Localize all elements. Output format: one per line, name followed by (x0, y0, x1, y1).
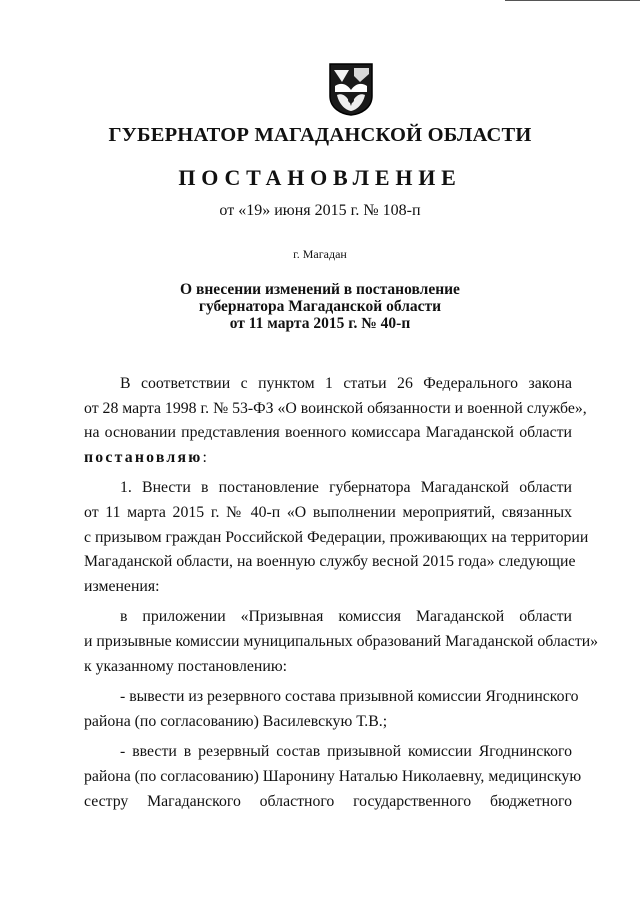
document-body (84, 372, 599, 820)
text-line: района (по согласованию) Василевскую Т.В.; (84, 712, 388, 730)
document-subject (0, 281, 640, 332)
text-line: района (по согласованию) Шаронину Наталью Николаевну, медицинскую (84, 767, 582, 785)
text-line: и призывные комиссии муниципальных образований Магаданской области» (84, 632, 599, 650)
subject-line-2: губернатора Магаданской области (198, 298, 442, 315)
text-line: с призывом граждан Российской Федерации, проживающих на территории (84, 528, 589, 546)
paragraph-preamble (84, 372, 587, 470)
text-line: сестру Магаданского областного государственного бюджетного (84, 792, 572, 810)
document-date-number: от «19» июня 2015 г. № 108-п (219, 202, 421, 219)
decree-word: постановляю (84, 448, 203, 466)
text-line: от 11 марта 2015 г. № 40-п «О выполнении мероприятий, связанных (84, 503, 572, 521)
text-line: в приложении «Призывная комиссия Магаданской области (120, 608, 572, 626)
text-line: Магаданской области, на военную службу весной 2015 года» следующие (84, 553, 576, 571)
paragraph-remove-member (84, 685, 579, 734)
text-line: - вывести из резервного состава призывной комиссии Ягоднинского (120, 688, 579, 706)
text-line: В соответствии с пунктом 1 статьи 26 Федерального закона (120, 375, 572, 392)
magadan-coat-of-arms-icon (327, 62, 375, 116)
text-line: от 28 марта 1998 г. № 53-ФЗ «О воинской обязанности и военной службе», (84, 399, 587, 417)
paragraph-appendix (84, 605, 599, 679)
text-line: - ввести в резервный состав призывной комиссии Ягоднинского (120, 743, 572, 761)
decree-colon: : (202, 448, 207, 466)
paragraph-add-member (84, 740, 582, 814)
subject-line-3: от 11 марта 2015 г. № 40-п (229, 315, 411, 332)
text-line: на основании представления военного комиссара Магаданской области (84, 424, 572, 442)
subject-line-1: О внесении изменений в постановление (180, 281, 460, 298)
paragraph-item-1 (84, 476, 589, 599)
text-line: 1. Внести в постановление губернатора Магаданской области (120, 479, 572, 497)
document-city: г. Магадан (293, 247, 347, 261)
scan-edge-mark (0, 0, 640, 2)
document-type-title: ПОСТАНОВЛЕНИЕ (178, 165, 462, 190)
text-line: изменения: (84, 577, 160, 595)
decree-word-line (84, 446, 572, 471)
text-line: к указанному постановлению: (84, 657, 288, 675)
governor-title: ГУБЕРНАТОР МАГАДАНСКОЙ ОБЛАСТИ (108, 124, 532, 146)
